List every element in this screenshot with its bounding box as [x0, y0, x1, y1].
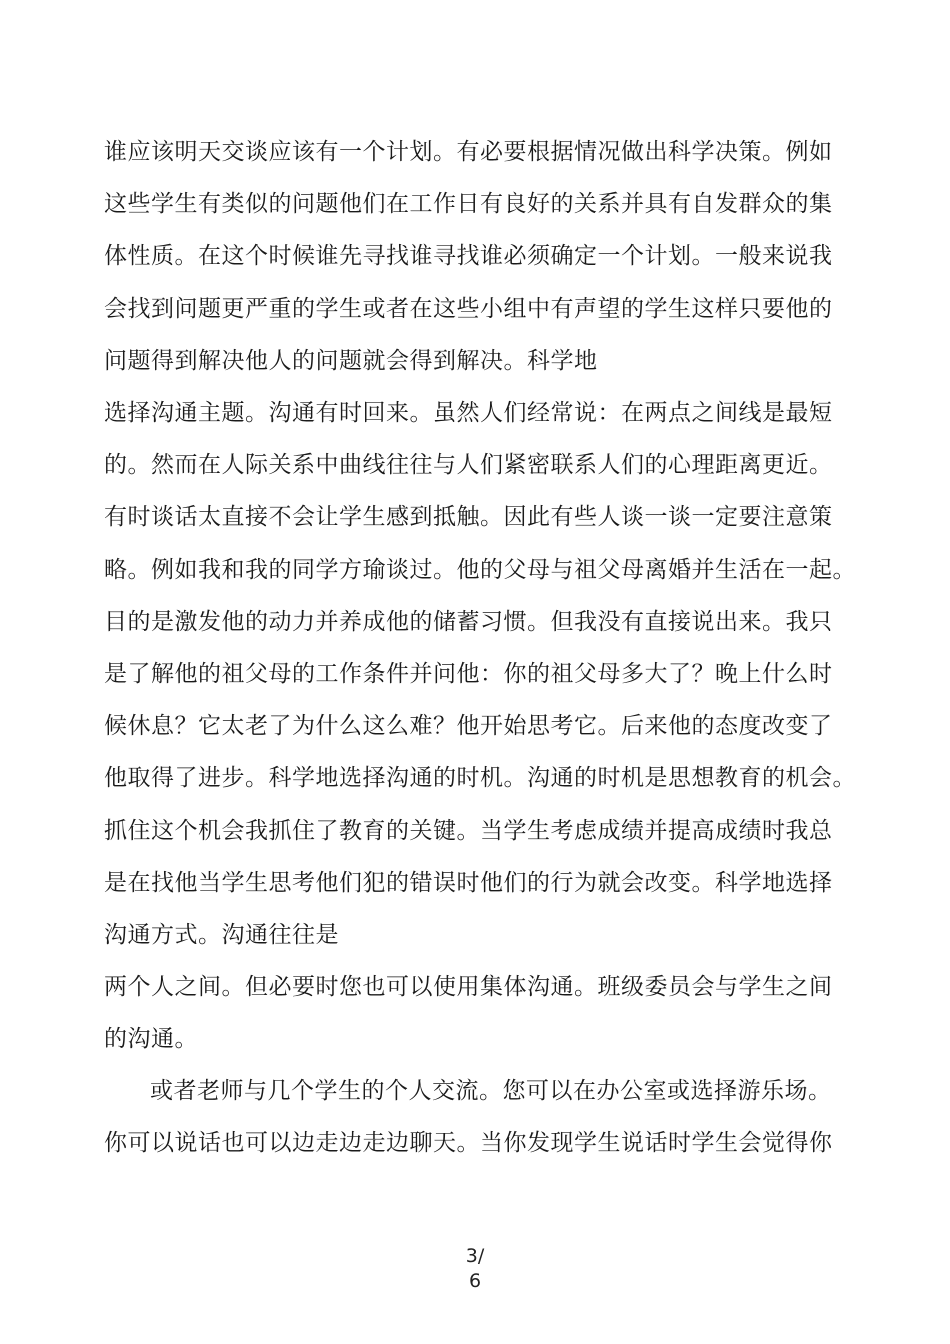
text-line: 目的是激发他的动力并养成他的储蓄习惯。但我没有直接说出来。我只	[104, 608, 833, 635]
text-line: 是在找他当学生思考他们犯的错误时他们的行为就会改变。科学地选择	[104, 869, 833, 896]
text-line: 或者老师与几个学生的个人交流。您可以在办公室或选择游乐场。	[150, 1078, 832, 1104]
text-line: 这些学生有类似的问题他们在工作日有良好的关系并具有自发群众的集	[104, 191, 833, 218]
text-line: 你可以说话也可以边走边走边聊天。当你发现学生说话时学生会觉得你	[104, 1130, 833, 1157]
text-line: 体性质。在这个时候谁先寻找谁寻找谁必须确定一个计划。一般来说我	[104, 243, 833, 270]
page-number-current: 3/	[465, 1245, 485, 1267]
text-line: 抓住这个机会我抓住了教育的关键。当学生考虑成绩并提高成绩时我总	[104, 817, 833, 844]
text-line: 问题得到解决他人的问题就会得到解决。科学地	[104, 347, 598, 374]
text-line: 两个人之间。但必要时您也可以使用集体沟通。班级委员会与学生之间	[104, 974, 833, 1000]
text-line: 的沟通。	[104, 1026, 198, 1053]
text-line: 有时谈话太直接不会让学生感到抵触。因此有些人谈一谈一定要注意策	[104, 504, 833, 531]
text-line: 会找到问题更严重的学生或者在这些小组中有声望的学生这样只要他的	[104, 295, 833, 322]
text-line: 略。例如我和我的同学方瑜谈过。他的父母与祖父母离婚并生活在一起。	[104, 556, 856, 583]
paragraph-3	[104, 961, 850, 1065]
text-line: 的。然而在人际关系中曲线往往与人们紧密联系人们的心理距离更近。	[104, 452, 833, 479]
text-line: 沟通方式。沟通往往是	[104, 921, 339, 948]
text-line: 选择沟通主题。沟通有时回来。虽然人们经常说：在两点之间线是最短	[104, 400, 833, 426]
text-line: 他取得了进步。科学地选择沟通的时机。沟通的时机是思想教育的机会。	[104, 765, 856, 792]
paragraph-2	[104, 387, 856, 961]
page-number-total: 6	[468, 1270, 482, 1292]
page-number	[0, 1244, 950, 1294]
paragraph-4	[104, 1065, 850, 1169]
paragraph-1	[104, 126, 850, 387]
text-line: 是了解他的祖父母的工作条件并问他：你的祖父母多大了？晚上什么时	[104, 660, 833, 687]
text-line: 谁应该明天交谈应该有一个计划。有必要根据情况做出科学决策。例如	[104, 139, 833, 165]
text-line: 候休息？它太老了为什么这么难？他开始思考它。后来他的态度改变了	[104, 713, 833, 740]
